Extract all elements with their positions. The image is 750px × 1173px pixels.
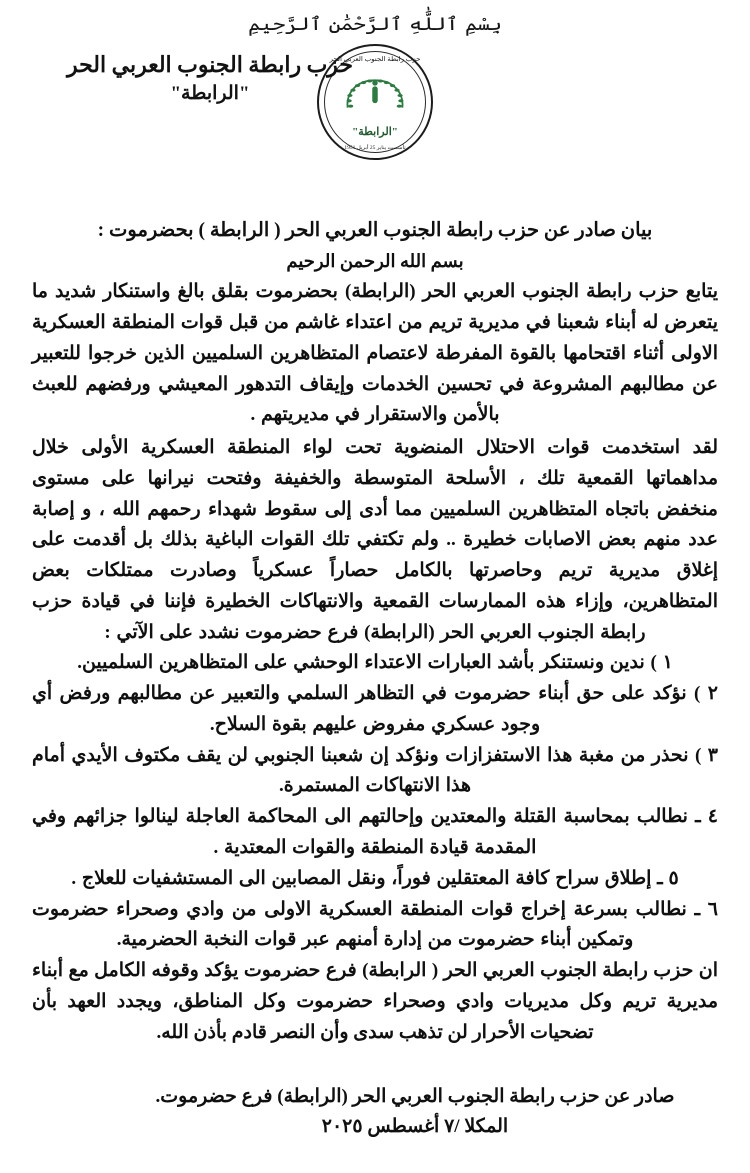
emblem-founding-text: تأسست يناير 25 أبريل 1951 [344, 145, 406, 151]
letterhead [0, 0, 750, 190]
organization-subtitle: "الرابطة" [170, 83, 250, 104]
document-content [0, 216, 750, 1141]
signature-block [32, 1082, 718, 1141]
demands-list [32, 648, 718, 956]
bismillah-line: بسم الله الرحمن الرحيم [286, 251, 464, 272]
signature-issuer: صادر عن حزب رابطة الجنوب العربي الحر (الرابطة) فرع حضرموت. [155, 1086, 675, 1108]
paragraph-2: لقد استخدمت قوات الاحتلال المنضوية تحت لواء المنطقة العسكرية الأولى خلال مداهماتها القمعية تلك ، الأسلحة المتوسطة والخفيفة وفتحت نيرانها على مستوى منخفض باتجاه المتظاهرين السلميين مما أدى إلى سقوط شهداء رحمهم الله ، و إصابة عدد منهم بعض الاصابات خطيرة .. ولم تكتفي تلك القوات الباغية بذلك بل أقدمت على إغلاق مديرية تريم وحاصرتها بالكامل حصاراً عسكرياً وصادرت ممتلكات بعض المتظاهرين، وإزاء هذه الممارسات القمعية والانتهاكات الخطيرة فإننا في قيادة حزب رابطة الجنوب العربي الحر (الرابطة) فرع حضرموت نشدد على الآتي : [32, 437, 718, 643]
demand-item: ٣ ) نحذر من مغبة هذا الاستفزازات ونؤكد إن شعبنا الجنوبي لن يقف مكتوف الأيدي أمام هذا الانتهاكات المستمرة. [32, 744, 718, 797]
signature-place-date: المكلا /٧ أغسطس ٢٠٢٥ [321, 1115, 509, 1137]
demand-item: ١ ) ندين ونستنكر بأشد العبارات الاعتداء الوحشي على المتظاهرين السلميين. [77, 652, 673, 674]
demand-item: ٦ ـ نطالب بسرعة إخراج قوات المنطقة العسكرية الاولى من وادي وصحراء حضرموت وتمكين أبناء حضرموت من إدارة أمنهم عبر قوات النخبة الحضرمية. [32, 898, 718, 951]
closing-paragraph: ان حزب رابطة الجنوب العربي الحر ( الرابطة) فرع حضرموت يؤكد وقوفه الكامل مع أبناء مديرية تريم وكل مديريات وادي وصحراء حضرموت وكل المناطق، ويجدد العهد بأن تضحيات الأحرار لن تذهب سدى وأن النصر قادم بأذن الله. [32, 960, 718, 1043]
emblem-name-label: "الرابطة" [352, 126, 398, 138]
demand-item: ٢ ) نؤكد على حق أبناء حضرموت في التظاهر السلمي والتعبير عن مطالبهم ورفض أي وجود عسكري مفروض عليهم بقوة السلاح. [32, 683, 718, 735]
statement-title: بيان صادر عن حزب رابطة الجنوب العربي الحر ( الرابطة ) بحضرموت : [97, 220, 653, 241]
paragraph-1: يتابع حزب رابطة الجنوب العربي الحر (الرابطة) بحضرموت بقلق بالغ واستنكار شديد ما يتعرض له أبناء شعبنا في مديرية تريم من اعتداء غاشم من قبل قوات المنطقة العسكرية الاولى أثناء اقتحامها بالقوة المفرطة لاعتصام المتظاهرين السلميين الذين خرجوا للتعبير عن مطالبهم المشروعة في تحسين الخدمات وإيقاف التدهور المعيشي ورفضهم للعبث بالأمن والاستقرار في مديريتهم . [32, 281, 718, 426]
basmala-calligraphy: بِسْمِ ٱللَّٰهِ ٱلرَّحْمَٰنِ ٱلرَّحِيمِ [248, 13, 502, 35]
emblem-arc-text: حزب رابطة الجنوب العربي الحر [329, 55, 421, 63]
organization-title: حزب رابطة الجنوب العربي الحر [66, 52, 354, 77]
demand-item: ٥ ـ إطلاق سراح كافة المعتقلين فوراً، ونقل المصابين الى المستشفيات للعلاج . [71, 867, 679, 889]
demand-item: ٤ ـ نطالب بمحاسبة القتلة والمعتدين وإحالتهم الى المحاكمة العاجلة لينالوا جزائهم وفي المقدمة قيادة المنطقة والقوات المعتدية . [32, 806, 718, 858]
